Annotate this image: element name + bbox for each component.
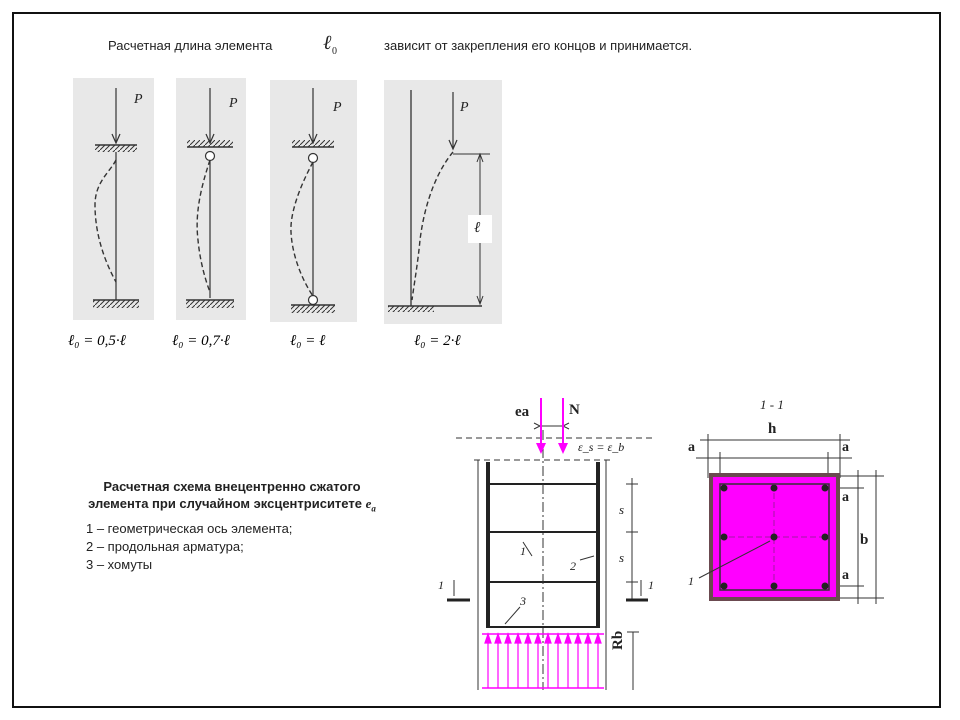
section-a-right-bottom: a <box>842 568 849 583</box>
formula-4: ℓ₀ = 2·ℓ <box>414 333 461 349</box>
intro-text-after: зависит от закрепления его концов и принимается. <box>384 38 693 53</box>
length-label: ℓ <box>474 220 481 236</box>
legend-item-3: 3 – хомуты <box>86 557 153 572</box>
legend-item-1: 1 – геометрическая ось элемента; <box>86 521 293 536</box>
intro-symbol-l: ℓ <box>323 32 332 54</box>
caption-line-2 <box>52 495 412 518</box>
section-a-top-left: a <box>688 440 695 455</box>
rb-label: Rb <box>610 630 626 650</box>
load-label-2: P <box>229 96 238 111</box>
legend-list <box>86 520 292 574</box>
caption-line-1: Расчетная схема внецентренно сжатого <box>103 479 361 494</box>
formula-2: ℓ₀ = 0,7·ℓ <box>172 333 230 349</box>
elevation-num-1: 1 <box>520 544 526 558</box>
elevation-num-3: 3 <box>520 594 526 608</box>
caption-ea-sub: a <box>371 503 376 514</box>
section-a-top-right: a <box>842 440 849 455</box>
formula-3: ℓ₀ = ℓ <box>290 333 326 349</box>
intro-symbol-sub: 0 <box>332 46 337 57</box>
load-label-1: P <box>134 92 143 107</box>
column-scheme-3 <box>291 88 335 313</box>
eps-label: ε_s = ε_b <box>578 440 625 454</box>
load-label-4: P <box>460 100 469 115</box>
legend-item-2: 2 – продольная арматура; <box>86 539 244 554</box>
caption-ea-symbol: e <box>365 496 372 511</box>
section-num-1: 1 <box>688 574 694 588</box>
scheme-caption <box>52 478 412 518</box>
section-b-label: b <box>860 532 869 548</box>
n-label: N <box>569 402 580 418</box>
ea-label: ea <box>515 404 530 420</box>
caption-line-2-text: элемента при случайном эксцентриситете <box>88 496 362 511</box>
intro-text-before: Расчетная длина элемента <box>108 38 273 53</box>
formula-1: ℓ₀ = 0,5·ℓ <box>68 333 126 349</box>
elevation-num-2: 2 <box>570 559 576 573</box>
column-scheme-1 <box>93 88 139 308</box>
section-title: 1 - 1 <box>760 397 784 412</box>
section-mark-left: 1 <box>438 578 444 592</box>
column-scheme-4 <box>388 90 492 312</box>
cross-section-drawing <box>696 434 884 604</box>
section-a-right-top: a <box>842 490 849 505</box>
column-scheme-2 <box>186 88 234 308</box>
spacing-label-1: s <box>619 502 625 517</box>
section-mark-right: 1 <box>648 578 654 592</box>
load-label-3: P <box>333 100 342 115</box>
section-h-label: h <box>768 421 777 437</box>
spacing-label-2: s <box>619 550 625 565</box>
